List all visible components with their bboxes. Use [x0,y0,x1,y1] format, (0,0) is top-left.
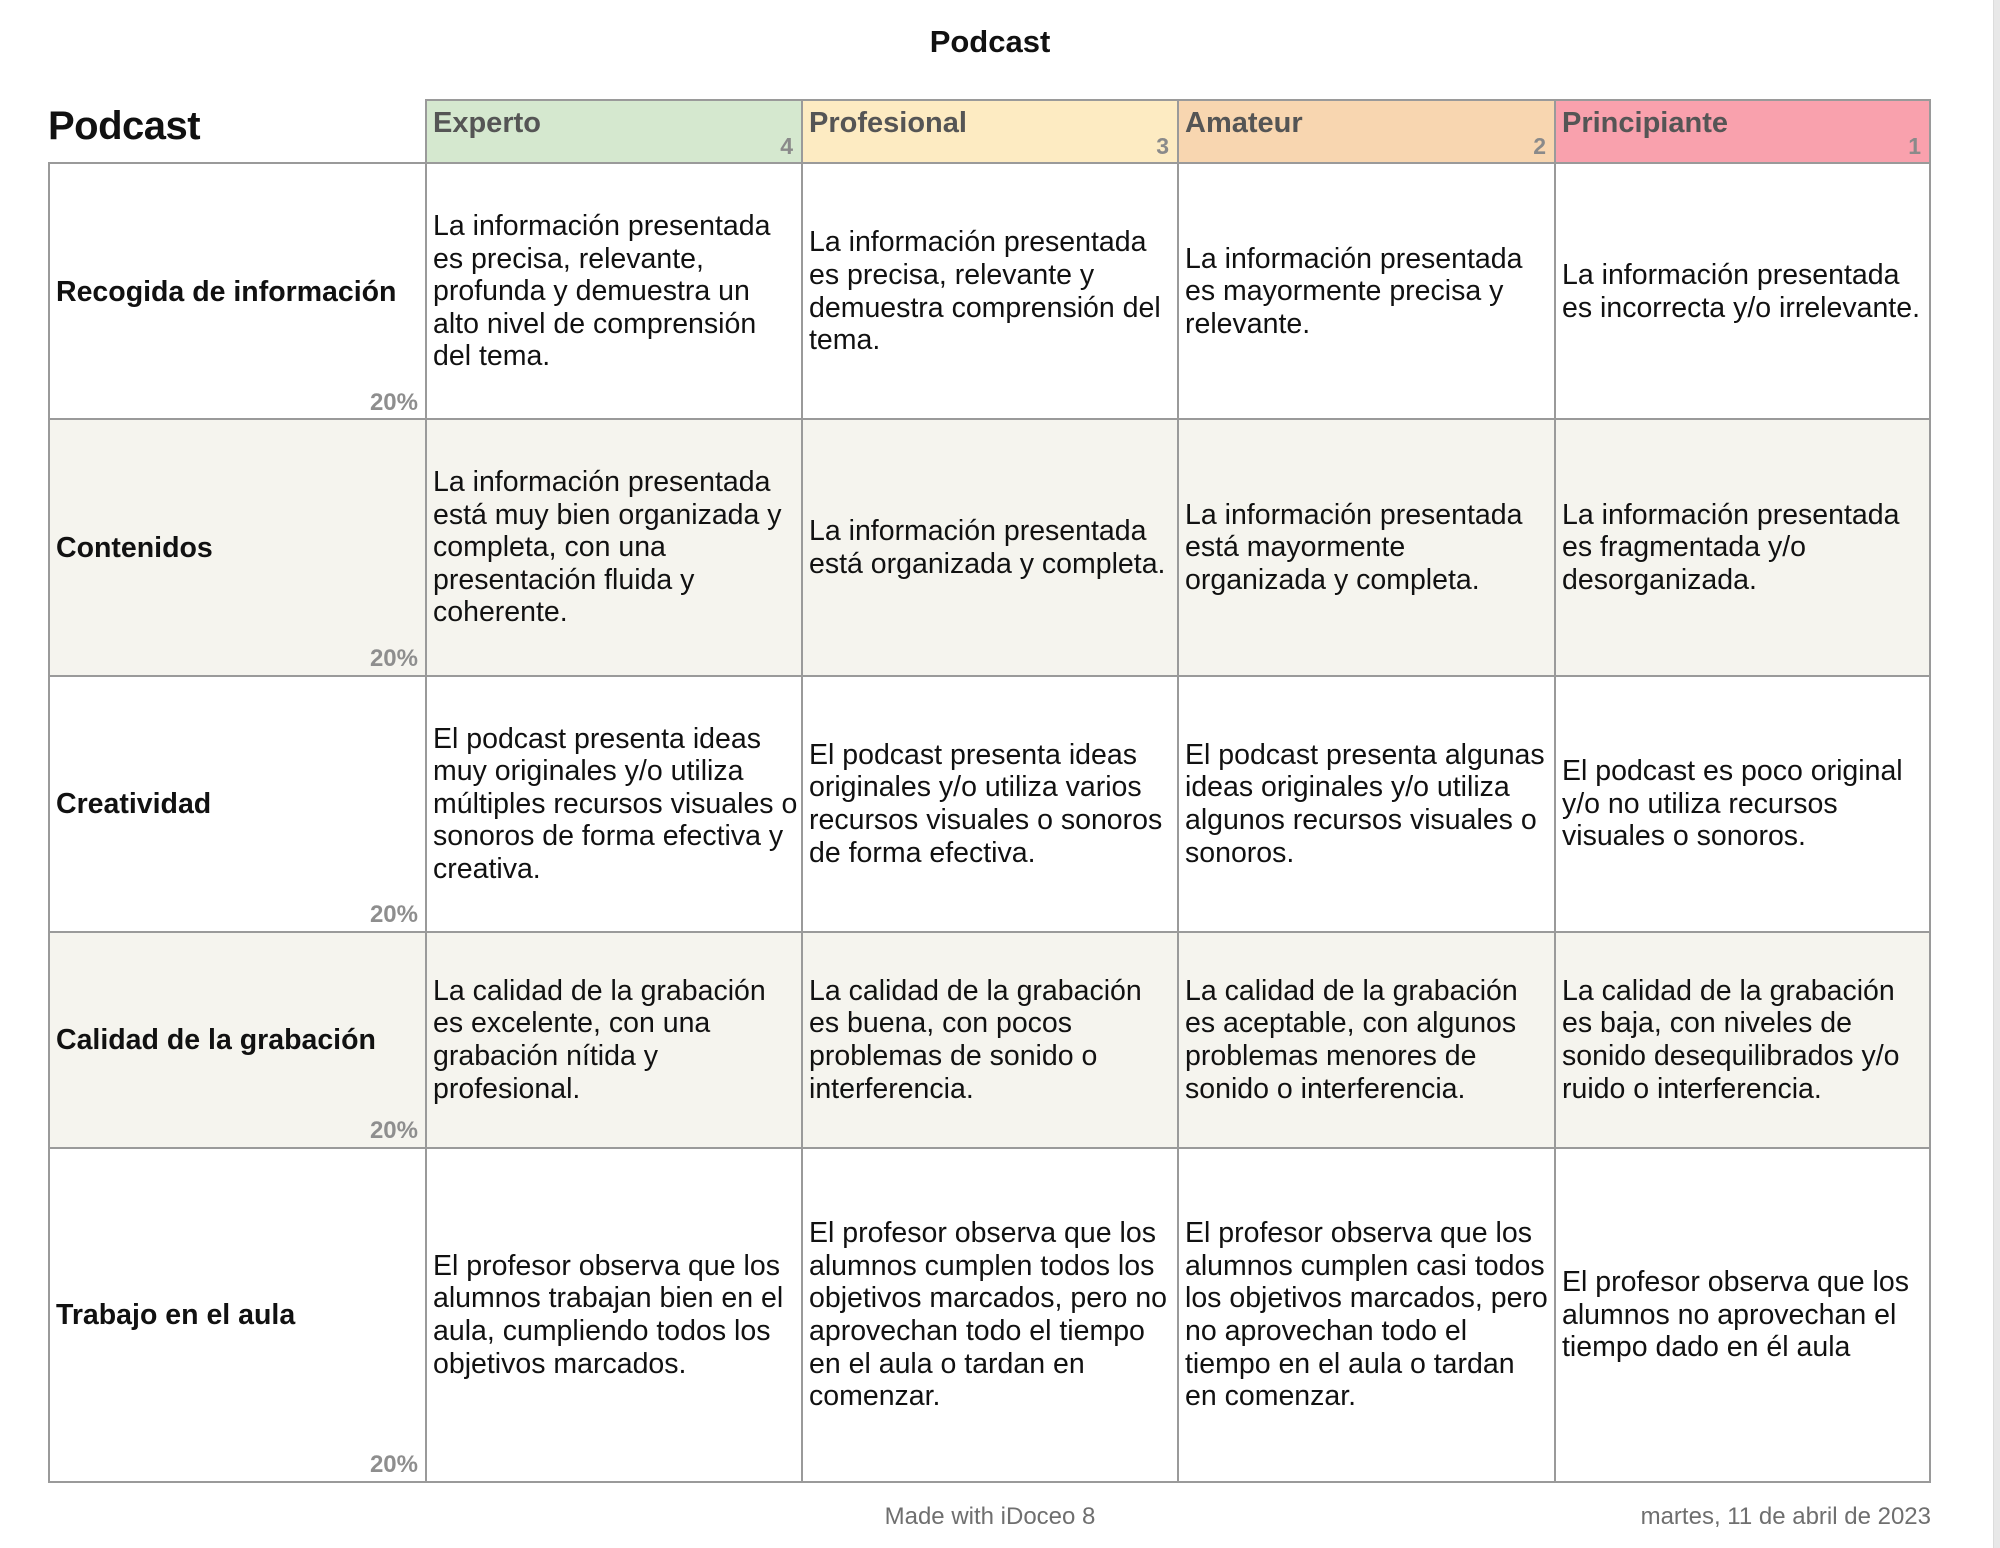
descriptor-cell [425,933,802,1147]
criterion-label: Recogida de información [56,275,397,308]
criterion-row [48,1147,1931,1483]
criterion-cell [48,677,426,931]
descriptor-text: El profesor observa que los alumnos cumplen casi todos los objetivos marcados, pero no aprovechan todo el tiempo en el aula o tardan en comenzar. [1185,1217,1548,1413]
criterion-row [48,162,1931,419]
level-header-principiante [1554,99,1931,162]
descriptor-text: El profesor observa que los alumnos trabajan bien en el aula, cumpliendo todos los objetivos marcados. [433,1249,784,1380]
footer-date: martes, 11 de abril de 2023 [1640,1503,1931,1530]
criterion-row [48,675,1931,931]
descriptor-cell [1177,677,1554,931]
descriptor-text: La información presentada es precisa, relevante, profunda y demuestra un alto nivel de comprensión del tema. [433,210,771,373]
rubric-heading: Podcast [48,104,201,148]
level-label: Principiante [1562,107,1728,139]
level-label: Profesional [809,107,967,139]
descriptor-cell [1554,420,1931,675]
descriptor-cell [425,1149,802,1481]
level-header-profesional [801,99,1179,162]
criterion-weight: 20% [369,1451,418,1478]
descriptor-cell [425,420,802,675]
descriptor-text: El profesor observa que los alumnos no aprovechan el tiempo dado en él aula [1562,1266,1909,1364]
descriptor-cell [801,420,1178,675]
descriptor-text: La calidad de la grabación es aceptable, con algunos problemas menores de sonido o interferencia. [1185,974,1518,1105]
descriptor-text: El podcast es poco original y/o no utiliza recursos visuales o sonoros. [1562,755,1903,853]
descriptor-text: El profesor observa que los alumnos cumplen todos los objetivos marcados, pero no aprovechan todo el tiempo en el aula o tardan en comenzar. [809,1217,1168,1413]
descriptor-text: La información presentada es incorrecta y/o irrelevante. [1562,258,1920,324]
descriptor-cell [1177,164,1554,419]
criterion-label: Calidad de la grabación [56,1024,376,1056]
criterion-weight: 20% [369,901,418,928]
descriptor-text: La información presentada es fragmentada y/o desorganizada. [1562,498,1900,596]
level-points: 3 [1156,133,1169,159]
criterion-cell [48,933,426,1147]
descriptor-text: La calidad de la grabación es baja, con niveles de sonido desequilibrados y/o ruido o interferencia. [1562,974,1900,1105]
descriptor-cell [1177,933,1554,1147]
descriptor-cell [425,164,802,419]
criterion-weight: 20% [369,1117,418,1144]
descriptor-cell [1177,420,1554,675]
criterion-label: Trabajo en el aula [56,1299,296,1331]
descriptor-text: La información presentada está organizada y completa. [809,514,1166,580]
level-points: 1 [1908,133,1921,159]
descriptor-text: La calidad de la grabación es excelente, con una grabación nítida y profesional. [433,974,766,1105]
level-label: Experto [433,107,541,139]
descriptor-cell [1554,164,1931,419]
criterion-weight: 20% [369,389,418,416]
vertical-scrollbar[interactable] [1993,0,2000,1548]
rubric-table [48,99,1931,1483]
descriptor-text: La calidad de la grabación es buena, con pocos problemas de sonido o interferencia. [809,974,1142,1105]
descriptor-text: La información presentada está muy bien organizada y completa, con una presentación fluida y coherente. [433,466,782,629]
document-title: Podcast [929,24,1051,59]
criterion-cell [48,420,426,675]
criterion-cell [48,164,426,419]
level-points: 2 [1533,133,1546,159]
descriptor-cell [1554,933,1931,1147]
descriptor-text: La información presentada es mayormente precisa y relevante. [1185,242,1523,340]
descriptor-cell [801,933,1178,1147]
descriptor-cell [801,1149,1178,1481]
criterion-row [48,931,1931,1147]
descriptor-text: La información presentada es precisa, relevante y demuestra comprensión del tema. [809,226,1161,357]
level-points: 4 [780,133,793,159]
descriptor-cell [1554,1149,1931,1481]
level-header-amateur [1177,99,1556,162]
criterion-label: Contenidos [56,531,213,564]
criterion-row [48,418,1931,675]
descriptor-cell [1554,677,1931,931]
descriptor-cell [1177,1149,1554,1481]
descriptor-cell [801,164,1178,419]
descriptor-text: El podcast presenta ideas originales y/o utiliza varios recursos visuales o sonoros de forma efectiva. [809,738,1163,869]
descriptor-cell [425,677,802,931]
level-label: Amateur [1185,107,1303,139]
descriptor-text: La información presentada está mayormente organizada y completa. [1185,498,1523,596]
criterion-cell [48,1149,426,1481]
level-header-experto [425,99,803,162]
descriptor-cell [801,677,1178,931]
footer-credit: Made with iDoceo 8 [884,1503,1096,1530]
descriptor-text: El podcast presenta ideas muy originales y/o utiliza múltiples recursos visuales o sonoros de forma efectiva y creativa. [433,722,798,885]
descriptor-text: El podcast presenta algunas ideas originales y/o utiliza algunos recursos visuales o sonoros. [1185,738,1545,869]
criterion-weight: 20% [369,645,418,672]
criterion-label: Creatividad [56,788,212,820]
